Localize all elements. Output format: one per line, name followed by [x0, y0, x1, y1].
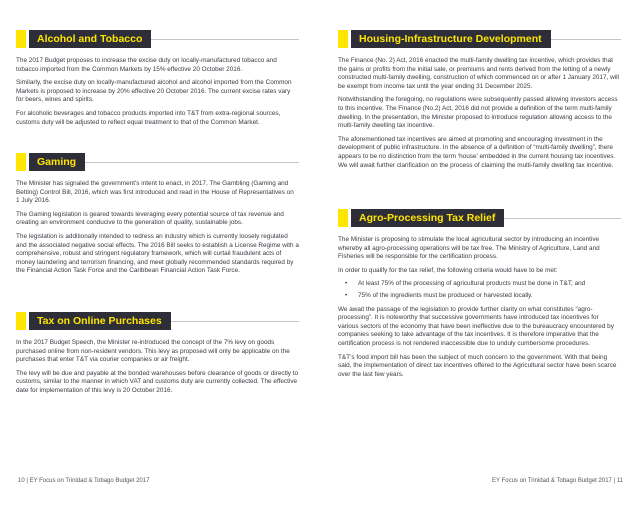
heading-rule: [504, 218, 621, 227]
accent-block: [16, 30, 26, 48]
footer-right: EY Focus on Trinidad & Tobago Budget 2017 | 11: [492, 478, 623, 484]
section-title: Agro-Processing Tax Relief: [351, 209, 504, 227]
paragraph: The aforementioned tax incentives are aimed at promoting and encouraging investment in the development of public infrastructure. In the absence of a definition of “multi-family dwelling”, there appears to be no distinction from the term ‘house’ embedded in the current housing tax incentives. We will await further clarification on the process of claiming the multi-family dwelling tax incentive.: [338, 135, 616, 169]
paragraph: The Gaming legislation is geared towards leveraging every potential source of tax revenue and creating an environment conducive to the generation of quality, sustainable jobs.: [16, 210, 284, 227]
list-item: • At least 75% of the processing of agricultural products must be done in T&T; and: [358, 280, 621, 289]
paragraph: The Finance (No. 2) Act, 2016 enacted the multi-family dwelling tax incentive, which provides that the gains or profits from the initial sale, or premiums and rents derived from the letting of a newly constructed multi-family dwelling, construction of which commenced on or after 1 January 2017, will be exempt from income tax until the year ending 31 December 2025.: [338, 57, 619, 90]
criteria-list: [338, 280, 621, 300]
section-agro-processing: [338, 209, 621, 384]
footer-left: 10 | EY Focus on Trinidad & Tobago Budget 2017: [18, 478, 150, 484]
list-item: • 75% of the ingredients must be produced or harvested locally.: [358, 292, 621, 301]
paragraph: The legislation is additionally intended to redress an industry which is currently loosely regulated and the associated negative social effects. The 2016 Bill seeks to establish a License Regime with a comprehensive, robust and stringent regulatory framework, which will curtail fraudulent acts of money laundering and terrorism financing, and meet globally recommended standards required by the Financial Action Task Force and the Caribbean Financial Action Task Force.: [16, 232, 299, 275]
paragraph: We await the passage of the legislation to provide further clarity on what constitutes “agro-processing”. It is noteworthy that successive governments have introduced tax incentives for various sectors of the economy that have been ineffective due to the bureaucracy encountered by companies seeking to take advantage of the tax incentives. It is therefore imperative that the certification process is not rendered inaccessible due to unduly cumbersome procedures.: [338, 305, 614, 347]
section-heading-bar: [16, 153, 299, 171]
section-heading-bar: [16, 30, 299, 48]
paragraph: T&T’s food import bill has been the subject of much concern to the government. With that being said, the implementation of direct tax incentives offered to the Agricultural sector have been scarce over the last few years.: [338, 353, 617, 378]
section-heading-bar: [338, 209, 621, 227]
heading-rule: [171, 321, 299, 330]
paragraph: The levy will be due and payable at the bonded warehouses before clearance of goods or directly to customs, similar to the manner in which VAT and customs duty are currently collected. The effective date for implementation of this levy is 20 October 2016.: [16, 369, 299, 394]
paragraph: Similarly, the excise duty on locally-manufactured alcohol and alcohol imported from the Common Markets is proposed to increase by 20% effective 20 October 2016. The current excise rates vary for beers, wines and spirits.: [16, 79, 292, 104]
paragraph: The 2017 Budget proposes to increase the excise duty on locally-manufactured tobacco and tobacco imported from the Common Markets by 15% effective 20 October 2016.: [16, 57, 277, 73]
paragraph: The Minister has signaled the government’s intent to enact, in 2017, The Gambling (Gaming and Betting) Control Bill, 2016, which was first introduced and read in the House of Representatives on 1 July 2016.: [16, 180, 294, 205]
heading-rule: [551, 39, 621, 48]
section-heading-bar: [338, 30, 621, 48]
paragraph: For alcoholic beverages and tobacco products imported into T&T from extra-regional sources, customs duty will be adjusted to reflect equal treatment to that of the Common Market.: [16, 109, 281, 126]
section-title: Housing-Infrastructure Development: [351, 30, 551, 48]
heading-rule: [151, 39, 299, 48]
paragraph: In the 2017 Budget Speech, the Minister re-introduced the concept of the 7% levy on goods purchased online from non-resident vendors. This levy as proposed will only be applicable on the purchases that enter T&T via courier companies or air freight.: [16, 339, 290, 364]
section-title: Tax on Online Purchases: [29, 312, 171, 330]
section-title: Gaming: [29, 153, 85, 171]
accent-block: [338, 209, 348, 227]
section-heading-bar: [16, 312, 299, 330]
paragraph: The Minister is proposing to stimulate the local agricultural sector by introducing an incentive whereby all agro-processing operations will be tax free. The Ministry of Agriculture, Land and Fisheries will be responsible for the certification process.: [338, 236, 600, 261]
paragraph: In order to qualify for the tax relief, the following criteria would have to be met:: [338, 266, 558, 274]
section-gaming: [16, 153, 299, 281]
accent-block: [16, 153, 26, 171]
heading-rule: [85, 162, 299, 171]
paragraph: Notwithstanding the foregoing, no regulations were subsequently passed allowing investors access to this incentive. The Finance (No.2) Act, 2016 did not provide a definition of the term multi-family dwelling. In the presentation, the Minister proposed to introduce regulation allowing access to the multi-family dwelling tax incentive.: [338, 96, 618, 130]
accent-block: [16, 312, 26, 330]
accent-block: [338, 30, 348, 48]
section-alcohol-tobacco: [16, 30, 299, 132]
section-title: Alcohol and Tobacco: [29, 30, 151, 48]
section-online-purchases: [16, 312, 299, 401]
section-housing-infrastructure: [338, 30, 621, 175]
